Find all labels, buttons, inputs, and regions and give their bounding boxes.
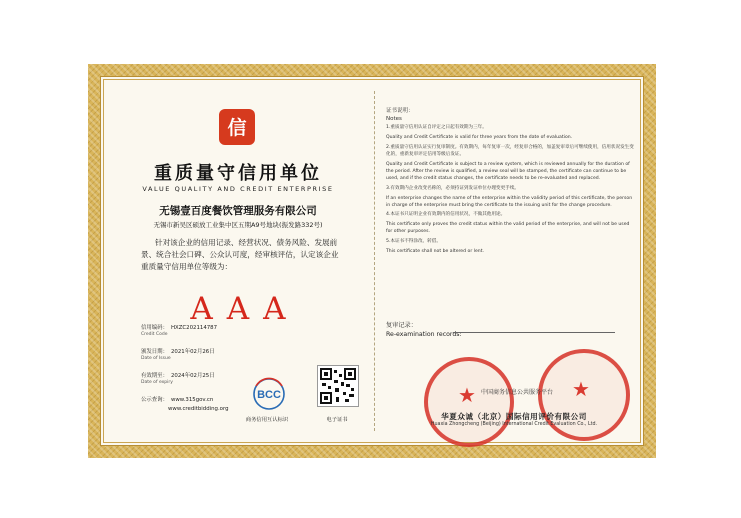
reexam-line <box>453 332 615 333</box>
certificate-title: 重质量守信用单位 <box>154 163 322 184</box>
note-item: If an enterprise changes the name of the enterprise within the validity period of this certificate, the person in charge of the enterprise must bring the certificate to the issuing unit for the change procedure. <box>386 195 633 208</box>
platform-name: 中国商务信息公共服务平台 <box>481 389 554 396</box>
reexam-section <box>386 321 462 339</box>
column-divider <box>374 91 375 431</box>
note-item: 4.本证书只证明企业有效期内的信用状况，不做其他用途。 <box>386 212 506 218</box>
note-item: This certificate shall not be altered or lent. <box>386 248 484 254</box>
issue-date-label: 颁发日期： <box>141 349 168 355</box>
note-item: Quality and Credit Certificate is valid for three years from the date of evaluation. <box>386 135 573 141</box>
credit-code-value: HXZC202114787 <box>170 325 218 331</box>
website-link-1[interactable]: www.315gov.cn <box>170 397 214 403</box>
svg-text:信: 信 <box>227 117 247 139</box>
certificate-subtitle: VALUE QUALITY AND CREDIT ENTERPRISE <box>142 185 334 193</box>
bcc-logo-icon <box>249 377 289 415</box>
issuer-name-en: Huaxia Zhongcheng (Beijing) International Credit Evaluation Co., Ltd. <box>430 422 598 427</box>
bcc-label: 商务信用互认标识 <box>245 417 289 423</box>
note-item: This certificate only proves the credit status within the valid period of the enterprise, and will not be used for other purposes. <box>386 222 630 235</box>
notes-heading-en: Notes <box>386 116 402 123</box>
certificate-border <box>88 64 656 458</box>
credit-logo-icon <box>219 109 255 145</box>
seal-star-icon: ★ <box>572 377 590 401</box>
note-item: 2.重质量守信用认证实行复审制度。有效期内，每年复审一次，经复审合格的，加盖复审章后可继续使用，信用状况发生变化的，重新复审评定信用等级后发证。 <box>386 144 634 158</box>
issue-date-value: 2021年02月26日 <box>170 349 215 355</box>
notes-section <box>386 108 636 257</box>
bcc-logo-text: BCC <box>257 389 281 401</box>
credit-code-label: 信用编码： <box>141 325 168 331</box>
reexam-label: 复审记录： <box>386 322 417 329</box>
issue-date-label-en: Date of Issue <box>141 356 171 361</box>
credit-code-label-en: Credit Code <box>141 332 168 337</box>
expiry-date-label: 有效期至： <box>141 373 168 379</box>
qr-code-icon[interactable] <box>317 365 359 407</box>
website-link-2[interactable]: www.creditbidding.org <box>168 406 229 412</box>
website-label: 公示查询： <box>141 397 168 403</box>
note-item: 5.本证书不得涂改、转借。 <box>386 239 441 245</box>
notes-heading: 证书说明： <box>386 108 414 114</box>
expiry-date-field <box>141 371 215 385</box>
credit-code-field <box>141 323 217 337</box>
reexam-label-en: Re-examination records: <box>386 331 462 338</box>
website-field <box>141 395 229 412</box>
note-item: 3.有效期内企业改变名称的，必须持证到发证单位办理变更手续。 <box>386 185 520 191</box>
certificate-panel <box>100 76 644 446</box>
expiry-date-label-en: Date of expiry <box>141 380 173 385</box>
company-name: 无锡壹百度餐饮管理服务有限公司 <box>159 205 317 217</box>
certification-statement: 针对该企业的信用记录、经营状况、债务风险、发展前景、统合社会口碑、公众认可度，经审核评估，认定该企业重质量守信用单位等级为： <box>141 238 339 271</box>
expiry-date-value: 2024年02月25日 <box>170 373 215 379</box>
qr-label: 电子证书 <box>326 417 348 423</box>
seal-star-icon: ★ <box>458 383 476 407</box>
issue-date-field <box>141 347 215 361</box>
credit-grade: AAA <box>190 291 300 327</box>
issuer-name: 华夏众诚（北京）国际信用评价有限公司 <box>441 412 587 421</box>
note-item: Quality and Credit Certificate is subject to a review system, which is reviewed annually for the duration of the period. After the review is qualified, a review seal will be stamped, the certificate can continue to be used, and if the credit status changes, the certificate needs to be re-evaluated and replaced. <box>386 161 630 182</box>
company-address: 无锡市新吴区硕放工业集中区五期A9号地块(振发路332号) <box>153 221 323 229</box>
note-item: 1.重质量守信用认证自评定之日起有效期为三年。 <box>386 125 487 131</box>
